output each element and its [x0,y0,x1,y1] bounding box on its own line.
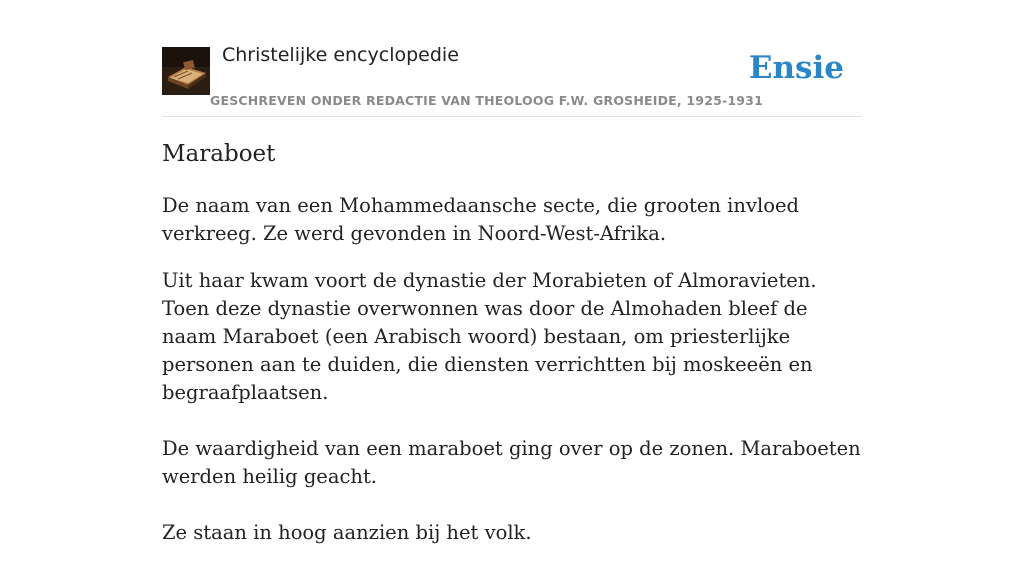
source-title[interactable]: Christelijke encyclopedie [222,44,459,66]
article-title: Maraboet [162,141,276,167]
article [162,136,862,566]
source-header [162,0,862,117]
article-paragraph: Ze staan in hoog aanzien bij het volk. [162,521,532,544]
book-icon [162,47,210,95]
ensie-logo[interactable]: Ensie [748,50,844,86]
source-avatar[interactable] [162,47,210,95]
article-paragraph: De waardigheid van een maraboet ging over op de zonen. Maraboeten werden heilig geacht. [162,437,861,488]
source-subtitle: GESCHREVEN ONDER REDACTIE VAN THEOLOOG F.W. GROSHEIDE, 1925-1931 [210,93,763,108]
article-paragraph: De naam van een Mohammedaansche secte, die grooten invloed verkreeg. Ze werd gevonden in Noord-West-Afrika. [162,194,799,245]
article-paragraph: Uit haar kwam voort de dynastie der Morabieten of Almoravieten. Toen deze dynastie overwonnen was door de Almohaden bleef de naam Maraboet (een Arabisch woord) bestaan, om priesterlijke personen aan te duiden, die diensten verrichtten bij moskeeën en begraafplaatsen. [162,269,817,404]
